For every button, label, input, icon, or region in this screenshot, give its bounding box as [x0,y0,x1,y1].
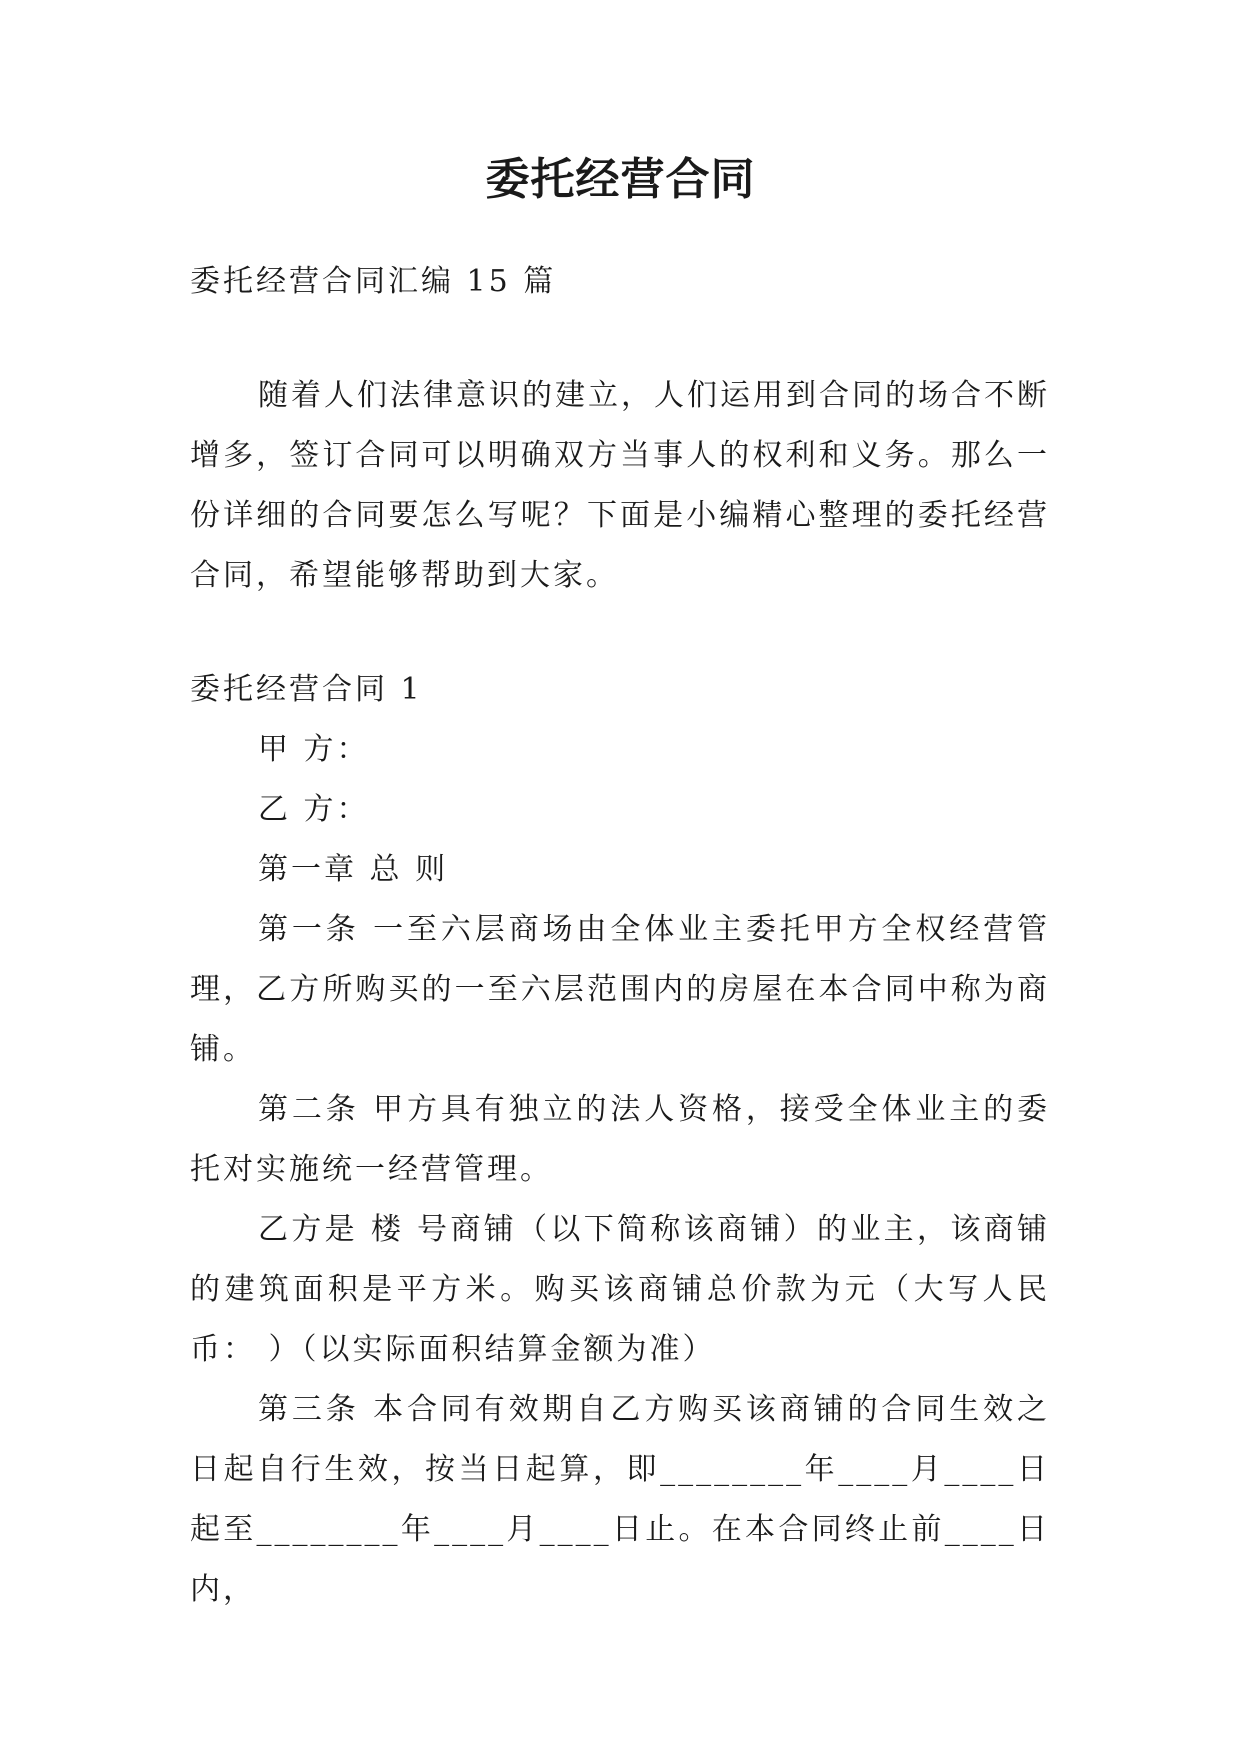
spacer [190,312,1050,366]
document-subtitle: 委托经营合同汇编 15 篇 [190,264,557,299]
party-a-line: 甲 方： [258,732,370,767]
article-2: 第二条 甲方具有独立的法人资格，接受全体业主的委托对实施统一经营管理。 [190,1092,1050,1187]
document-title: 委托经营合同 [485,154,756,205]
party-b-line: 乙 方： [258,792,370,827]
chapter-heading: 第一章 总 则 [258,852,449,887]
section-title: 委托经营合同 1 [190,672,423,707]
document-body [190,252,1050,1620]
party-b-info: 乙方是 楼 号商铺（以下简称该商铺）的业主，该商铺的建筑面积是平方米。购买该商铺总价款为元（大写人民币： ）（以实际面积结算金额为准） [190,1212,1050,1367]
spacer [190,606,1050,660]
article-1: 第一条 一至六层商场由全体业主委托甲方全权经营管理，乙方所购买的一至六层范围内的房屋在本合同中称为商铺。 [190,912,1050,1067]
article-3: 第三条 本合同有效期自乙方购买该商铺的合同生效之日起自行生效，按当日起算，即________年____月____日起至________年____月____日止。在本合同终止前____日内， [190,1392,1050,1607]
intro-paragraph: 随着人们法律意识的建立，人们运用到合同的场合不断增多，签订合同可以明确双方当事人的权利和义务。那么一份详细的合同要怎么写呢？下面是小编精心整理的委托经营合同，希望能够帮助到大家。 [190,378,1050,593]
